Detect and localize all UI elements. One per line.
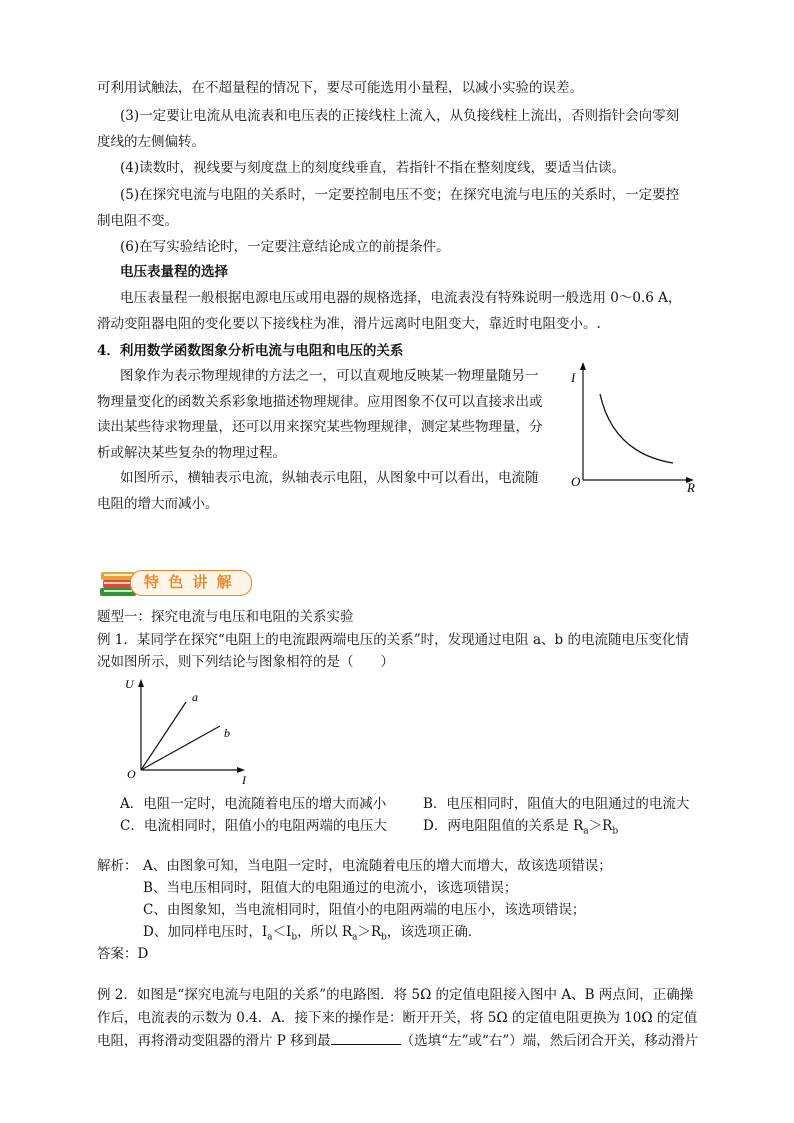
analysis-d: D、加同样电压时，$I_a<I_b$，所以 $R_a>R_b$，该选项正确． <box>143 924 482 943</box>
paragraph: 物理量变化的函数关系彩象地描述物理规律。应用图象不仅可以直接求出或 <box>97 394 543 410</box>
analysis-label: 解析： <box>97 858 138 874</box>
origin-label: O <box>571 474 581 489</box>
ui-graph <box>120 674 260 790</box>
section-banner <box>96 566 256 600</box>
label-b: b <box>224 726 230 740</box>
paragraph: 电阻的增大而减小。 <box>97 496 219 512</box>
paragraph: 读出某些待求物理量，还可以用来探究某些物理规律，测定某些物理量，分 <box>97 419 543 435</box>
paragraph: 电压表量程一般根据电源电压或用电器的规格选择，电流表没有特殊说明一般选用 0～0.6 A， <box>120 290 682 306</box>
line-b <box>141 726 220 770</box>
analysis-b: B、当电压相同时，阻值大的电阻通过的电流小，该选项错误； <box>143 880 518 896</box>
paragraph-cont: 滑动变阻器电阻的变化要以下接线柱为准，滑片远离时电阻变大，靠近时电阻变小。. <box>97 316 601 332</box>
y-axis-label: I <box>571 370 576 385</box>
x-axis-label: I <box>242 773 246 787</box>
label-a: a <box>192 690 198 704</box>
question-cont: 况如图所示，则下列结论与图象相符的是（ ） <box>97 654 394 670</box>
option-a: A．电阻一定时，电流随着电压的增大而减小 <box>120 796 387 812</box>
text-line: 可利用试触法，在不超量程的情况下，要尽可能选用小量程，以减小实验的误差。 <box>97 80 583 96</box>
question: 例 1．某同学在探究“电阻上的电流跟两端电压的关系”时，发现通过电阻 a、b 的电流随电压变化情 <box>97 632 689 648</box>
paragraph: 如图所示，横轴表示电流，纵轴表示电阻，从图象中可以看出，电流随 <box>120 470 539 486</box>
paragraph: 图象作为表示物理规律的方法之一，可以直观地反映某一物理量随另一 <box>120 368 539 384</box>
item-5: (5)在探究电流与电阻的关系时，一定要控制电压不变；在探究电流与电压的关系时，一定要控 <box>120 187 680 203</box>
item-6: (6)在写实验结论时，一定要注意结论成立的前提条件。 <box>120 239 450 255</box>
y-axis-label: U <box>125 677 134 691</box>
subheading: 电压表量程的选择 <box>120 264 228 280</box>
option-b: B．电压相同时，阻值大的电阻通过的电流大 <box>423 796 690 812</box>
analysis-a: A、由图象可知，当电阻一定时，电流随着电压的增大而增大，故该选项错误； <box>143 858 612 874</box>
line-a <box>141 702 186 770</box>
item-3-cont: 度线的左侧偏转。 <box>97 134 205 150</box>
option-d: D．两电阻阻值的关系是 $R_a>R_b$ <box>423 818 619 837</box>
item-5-cont: 制电阻不变。 <box>97 213 178 229</box>
analysis-c: C、由图象知，当电流相同时，阻值小的电阻两端的电压小，该选项错误； <box>143 902 586 918</box>
question-cont: 作后，电流表的示数为 0.4．A．接下来的操作是：断开开关，将 5Ω 的定值电阻更换为 10Ω 的定值 <box>97 1010 698 1026</box>
question-type: 题型一：探究电流与电压和电阻的关系实验 <box>97 609 354 625</box>
item-4: (4)读数时，视线要与刻度盘上的刻度线垂直，若指针不指在整刻度线，要适当估读。 <box>120 160 626 176</box>
origin-label: O <box>127 767 136 781</box>
option-c: C．电流相同时，阻值小的电阻两端的电压大 <box>120 818 387 834</box>
banner-label: 特 色 讲 解 <box>144 573 234 591</box>
inverse-graph <box>560 360 710 500</box>
question: 例 2．如图是“探究电流与电阻的关系”的电路图．将 5Ω 的定值电阻接入图中 A、B 两点间，正确操 <box>97 987 694 1003</box>
answer-blank[interactable] <box>331 1031 401 1045</box>
answer: 答案：D <box>97 946 149 962</box>
question-cont: 电阻，再将滑动变阻器的滑片 P 移到最 （选填“左”或“右”）端，然后闭合开关，移动滑片 <box>97 1033 699 1049</box>
x-axis-label: R <box>687 480 695 495</box>
paragraph: 析或解决某些复杂的物理过程。 <box>97 445 286 461</box>
item-3: (3)一定要让电流从电流表和电压表的正接线柱上流入，从负接线柱上流出，否则指针会向零刻 <box>120 108 680 124</box>
section-heading: 4．利用数学函数图象分析电流与电阻和电压的关系 <box>97 343 404 359</box>
curve <box>600 394 673 463</box>
